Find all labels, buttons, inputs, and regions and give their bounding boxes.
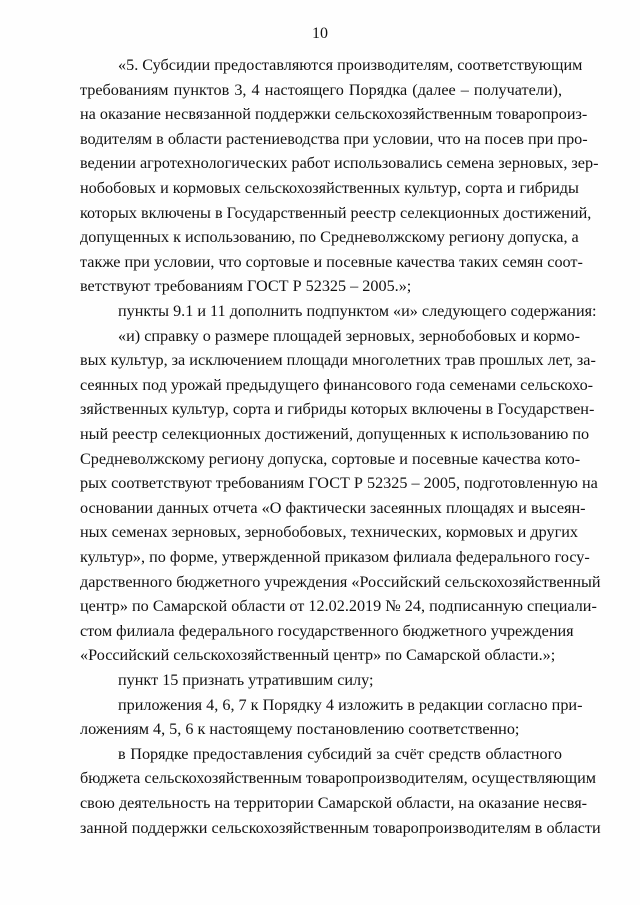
text-line: бюджета сельскохозяйственным товаропроизводителям, осуществляющим [80,769,597,788]
text-line: ложениям 4, 5, 6 к настоящему постановлению соответственно; [80,720,520,739]
text-line: ведении агротехнологических работ использовались семена зерновых, зер- [80,154,599,173]
text-line: рых соответствуют требованиям ГОСТ Р 52325 – 2005, подготовленную на [80,474,598,493]
text-line: дарственного бюджетного учреждения «Российский сельскохозяйственный [80,572,601,591]
text-line: в Порядке предоставления субсидий за счёт средств областного [118,744,562,763]
text-line: приложения 4, 6, 7 к Порядку 4 изложить в редакции согласно при- [118,695,583,714]
text-line: допущенных к использованию, по Средневолжскому региону допуска, а [80,228,579,247]
text-line: пункты 9.1 и 11 дополнить подпунктом «и» следующего содержания: [118,302,597,320]
text-line: Средневолжскому региону допуска, сортовые и посевные качества кото- [80,449,581,468]
text-line: зяйственных культур, сорта и гибриды которых включены в Государствен- [80,400,595,419]
text-line: культур», по форме, утвержденной приказом филиала федерального госу- [80,548,590,566]
text-line: требованиям пунктов 3, 4 настоящего Порядка (далее – получатели), [80,80,562,99]
text-line: занной поддержки сельскохозяйственным товаропроизводителям в области [80,818,601,837]
text-line: также при условии, что сортовые и посевные качества таких семян соот- [80,252,583,271]
text-line: ных семенах зерновых, зернобобовых, технических, кормовых и других [80,523,578,542]
text-line: основании данных отчета «О фактически засеянных площадях и высеян- [80,498,586,517]
text-line: нобобовых и кормовых сельскохозяйственных культур, сорта и гибриды [80,179,579,197]
text-line: «5. Субсидии предоставляются производителям, соответствующим [118,56,583,74]
text-line: «и) справку о размере площадей зерновых, зернобобовых и кормо- [118,326,580,345]
text-line: водителям в области растениеводства при условии, что на посев при про- [80,129,588,148]
text-line: центр» по Самарской области от 12.02.2019 № 24, подписанную специали- [80,597,597,616]
text-line: свою деятельность на территории Самарской области, на оказание несвя- [80,794,588,812]
text-line: которых включены в Государственный реестр селекционных достижений, [80,203,592,222]
text-line: вых культур, за исключением площади многолетних трав прошлых лет, за- [80,351,596,370]
page-number: 10 [312,25,328,42]
text-line: стом филиала федерального государственного бюджетного учреждения [80,621,574,640]
text-line: ветствуют требованиям ГОСТ Р 52325 – 2005.»; [80,277,412,296]
text-line: ный реестр селекционных достижений, допущенных к использованию по [80,425,590,443]
text-line: сеянных под урожай предыдущего финансового года семенами сельскохо- [80,375,594,394]
text-line: пункт 15 признать утратившим силу; [118,671,374,689]
text-line: на оказание несвязанной поддержки сельскохозяйственным товаропроиз- [80,105,588,124]
text-line: «Российский сельскохозяйственный центр» по Самарской области.»; [80,646,556,665]
